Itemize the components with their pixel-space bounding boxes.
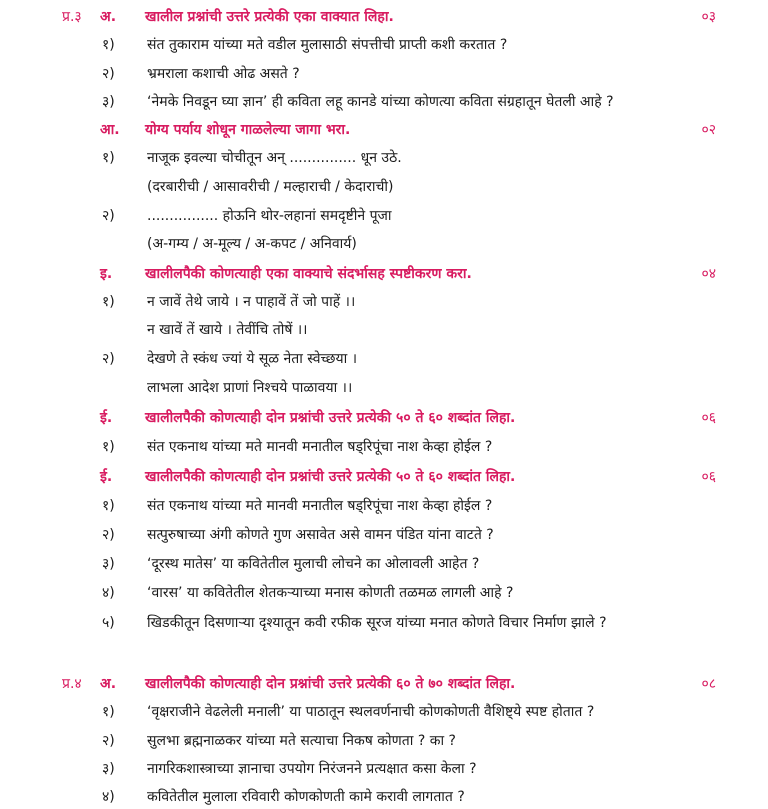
verse-line: न खावें तें खाये । तेवींचि तोषें ।। [147,321,308,338]
item-number: ४) [102,788,115,805]
question-number: प्र.४ [62,675,82,692]
item-text: भ्रमराला कशाची ओढ असते ? [147,65,300,82]
section-heading: खालीलपैकी कोणत्याही दोन प्रश्नांची उत्तरे प्रत्येकी ६० ते ७० शब्दांत लिहा. [145,675,516,692]
item-text: खिडकीतून दिसणाऱ्या दृश्यातून कवी रफीक सूरज यांच्या मनात कोणते विचार निर्माण झाले ? [147,614,607,631]
options-line [0,232,768,254]
marks: ०६ [701,468,716,485]
verse-continuation [0,318,768,340]
marks: ०३ [701,8,716,25]
item-text: संत एकनाथ यांच्या मते मानवी मनातील षड्‌रिपूंचा नाश केव्हा होईल ? [147,497,493,514]
section-heading: खालीलपैकी कोणत्याही दोन प्रश्नांची उत्तरे प्रत्येकी ५० ते ६० शब्दांत लिहा. [145,409,516,426]
list-item [0,33,768,55]
marks: ०८ [701,675,716,692]
item-number: १) [102,438,115,455]
list-item [0,700,768,722]
verse-continuation [0,376,768,398]
item-number: ३) [102,555,115,572]
verse-line: न जावें तेथे जाये । न पाहावें तें जो पाहें ।। [147,293,356,310]
item-text: सुलभा ब्रह्मनाळकर यांच्या मते सत्याचा निकष कोणता ? का ? [147,732,456,749]
section-header-q3-b [0,118,768,140]
list-item [0,146,768,168]
section-header-q3-c [0,262,768,284]
marks: ०२ [701,121,716,138]
item-number: २) [102,207,115,224]
item-number: १) [102,703,115,720]
list-item [0,552,768,574]
item-number: २) [102,65,115,82]
list-item [0,523,768,545]
section-heading: खालीलपैकी कोणत्याही एका वाक्याचे संदर्भासह स्पष्टीकरण करा. [145,265,472,282]
list-item [0,347,768,369]
item-text: ‘दूरस्थ मातेस’ या कवितेतील मुलाची लोचने का ओलावली आहेत ? [147,555,480,572]
item-number: १) [102,293,115,310]
section-header-q3-d1 [0,406,768,428]
item-text: संत एकनाथ यांच्या मते मानवी मनातील षड्‌रिपूंचा नाश केव्हा होईल ? [147,438,493,455]
section-header-q3-d2 [0,465,768,487]
item-number: १) [102,36,115,53]
list-item [0,435,768,457]
item-number: १) [102,149,115,166]
item-text: संत तुकाराम यांच्या मते वडील मुलासाठी संपत्तीची प्राप्ती कशी करतात ? [147,36,508,53]
item-text: ................ होऊनि थोर-लहानां समदृष्टीने पूजा [147,207,392,224]
verse-line: देखणे ते स्कंध ज्यां ये सूळ नेता स्वेच्छया । [147,350,357,367]
subsection-label: अ. [100,8,117,25]
section-header-q4-a [0,672,768,694]
item-number: २) [102,350,115,367]
list-item [0,611,768,633]
item-text: ‘वारस’ या कवितेतील शेतकऱ्याच्या मनास कोणती तळमळ लागली आहे ? [147,584,514,601]
list-item [0,62,768,84]
question-number: प्र.३ [62,8,82,25]
item-options: (दरबारीची / आसावरीची / मल्हाराची / केदाराची) [147,178,394,195]
item-number: २) [102,526,115,543]
item-text: ‘नेमके निवडून घ्या ज्ञान’ ही कविता लहू कानडे यांच्या कोणत्या कविता संग्रहातून घेतली आहे ? [147,93,614,110]
item-number: १) [102,497,115,514]
list-item [0,204,768,226]
section-heading: खालीलपैकी कोणत्याही दोन प्रश्नांची उत्तरे प्रत्येकी ५० ते ६० शब्दांत लिहा. [145,468,516,485]
options-line [0,175,768,197]
verse-line: लाभला आदेश प्राणां निश्चये पाळावया ।। [147,379,353,396]
section-heading: योग्य पर्याय शोधून गाळलेल्या जागा भरा. [145,121,351,138]
item-text: कवितेतील मुलाला रविवारी कोणकोणती कामे करावी लागतात ? [147,788,465,805]
item-number: २) [102,732,115,749]
item-text: नाजूक इवल्या चोचीतून अन् ............... धून उठे. [147,149,402,166]
subsection-label: ई. [100,409,113,426]
item-number: ३) [102,93,115,110]
subsection-label: इ. [100,265,113,282]
list-item [0,757,768,779]
marks: ०६ [701,409,716,426]
list-item [0,729,768,751]
marks: ०४ [701,265,716,282]
item-number: ४) [102,584,115,601]
subsection-label: आ. [100,121,120,138]
list-item [0,785,768,807]
section-header-q3-a [0,5,768,27]
item-text: सत्पुरुषाच्या अंगी कोणते गुण असावेत असे वामन पंडित यांना वाटते ? [147,526,494,543]
section-heading: खालील प्रश्नांची उत्तरे प्रत्येकी एका वाक्यात लिहा. [145,8,394,25]
item-text: नागरिकशास्त्राच्या ज्ञानाचा उपयोग निरंजनने प्रत्यक्षात कसा केला ? [147,760,477,777]
list-item [0,494,768,516]
item-number: ५) [102,614,115,631]
subsection-label: ई. [100,468,113,485]
list-item [0,90,768,112]
list-item [0,290,768,312]
list-item [0,581,768,603]
item-options: (अ-गम्य / अ-मूल्य / अ-कपट / अनिवार्य) [147,235,357,252]
item-number: ३) [102,760,115,777]
subsection-label: अ. [100,675,117,692]
item-text: ‘वृक्षराजीने वेढलेली मनाली’ या पाठातून स्थलवर्णनाची कोणकोणती वैशिष्ट्ये स्पष्ट होतात ? [147,703,595,720]
